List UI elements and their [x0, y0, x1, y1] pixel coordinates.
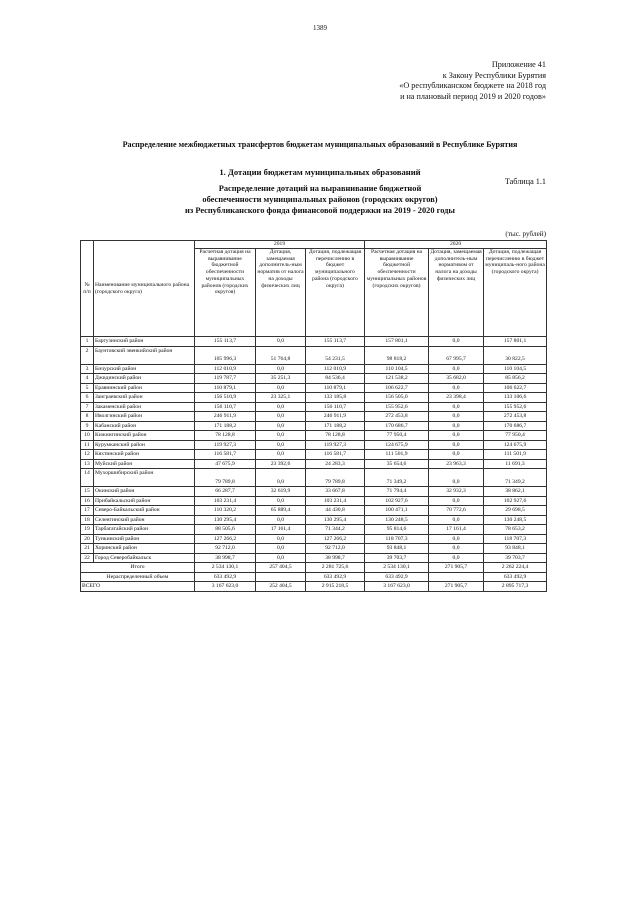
row-number: 15: [81, 487, 94, 497]
header-col-replaced-2019: Дотация, замещаемая дополнитель-ным норматив от налога на доходы физических лиц: [256, 249, 306, 337]
row-value: 171 188,2: [306, 421, 365, 431]
section-heading: 1. Дотации бюджетам муниципальных образований: [219, 167, 421, 177]
row-value: 0,0: [429, 515, 484, 525]
row-value: 127 266,2: [195, 534, 256, 544]
row-value: 130 248,5: [484, 515, 547, 525]
row-value: 100 471,1: [365, 506, 429, 516]
row-value: 155 113,7: [306, 337, 365, 347]
row-value: 84 536,4: [306, 374, 365, 384]
row-value: 0,0: [256, 469, 306, 487]
row-value: 103 231,4: [195, 496, 256, 506]
row-value: 67 995,7: [429, 346, 484, 364]
row-value: 79 789,8: [306, 469, 365, 487]
header-year-2019: 2019: [195, 241, 365, 249]
row-value: 133 106,6: [484, 393, 547, 403]
row-name: Прибайкальский район: [94, 496, 195, 506]
row-value: 170 686,7: [365, 421, 429, 431]
row-value: 0,0: [256, 364, 306, 374]
row-number: 22: [81, 553, 94, 563]
subtotal-row-value: 271 905,7: [429, 563, 484, 573]
row-value: 32 932,3: [429, 487, 484, 497]
row-value: 78 128,8: [195, 431, 256, 441]
row-value: 77 950,4: [365, 431, 429, 441]
row-value: 124 675,9: [484, 440, 547, 450]
row-name: Северо-Байкальский район: [94, 506, 195, 516]
row-value: 92 712,0: [306, 544, 365, 554]
row-value: 112 010,9: [306, 364, 365, 374]
row-value: 23 392,6: [256, 459, 306, 469]
header-num: № п/п: [81, 241, 94, 337]
row-value: 38 998,7: [195, 553, 256, 563]
table-row: [81, 459, 547, 469]
row-name: Закаменский район: [94, 402, 195, 412]
row-value: 0,0: [256, 402, 306, 412]
total-row-value: 252 404,5: [256, 582, 306, 592]
row-value: 35 654,6: [365, 459, 429, 469]
row-value: 155 952,6: [484, 402, 547, 412]
row-value: 116 581,7: [306, 450, 365, 460]
table-title-line: Распределение дотаций на выравнивание бюджетной: [218, 184, 422, 193]
row-value: 118 707,3: [365, 534, 429, 544]
row-value: 0,0: [429, 402, 484, 412]
row-number: 16: [81, 496, 94, 506]
subsidy-table: [80, 240, 547, 592]
row-value: 54 231,5: [306, 346, 365, 364]
row-value: 39 703,7: [365, 553, 429, 563]
subtotal-row-label: Итого: [81, 563, 195, 573]
appendix-header: [399, 60, 546, 102]
row-value: 70 772,6: [429, 506, 484, 516]
row-value: 171 188,2: [195, 421, 256, 431]
reserve-row: [81, 572, 547, 582]
row-value: 0,0: [429, 440, 484, 450]
row-value: 111 501,9: [365, 450, 429, 460]
row-value: 0,0: [429, 450, 484, 460]
row-number: 5: [81, 383, 94, 393]
reserve-row-label: Нераспределенный объем: [81, 572, 195, 582]
row-value: 272 453,8: [365, 412, 429, 422]
subtotal-row: [81, 563, 547, 573]
total-row: [81, 582, 547, 592]
row-number: 9: [81, 421, 94, 431]
row-value: 78 653,2: [484, 525, 547, 535]
total-row-value: 2 915 218,5: [306, 582, 365, 592]
reserve-row-value: 633 492,9: [484, 572, 547, 582]
row-value: 0,0: [256, 421, 306, 431]
row-value: 0,0: [256, 337, 306, 347]
row-value: 110 879,1: [306, 383, 365, 393]
row-value: 156 505,0: [365, 393, 429, 403]
header-col-calc-2020: Расчетная дотация на выравнивание бюджетной обеспеченности муниципальных районов (городских округов): [365, 249, 429, 337]
row-number: 2: [81, 346, 94, 364]
row-value: 103 231,4: [306, 496, 365, 506]
row-value: 35 251,3: [256, 374, 306, 384]
row-name: Мухоршибирский район: [94, 469, 195, 487]
table-row: [81, 346, 547, 364]
row-name: Баргузинский район: [94, 337, 195, 347]
row-value: 85 856,2: [484, 374, 547, 384]
row-value: 38 862,1: [484, 487, 547, 497]
row-value: 110 879,1: [195, 383, 256, 393]
row-value: 93 848,1: [365, 544, 429, 554]
row-name: Кабанский район: [94, 421, 195, 431]
row-name: Еравнинский район: [94, 383, 195, 393]
row-value: 111 501,9: [484, 450, 547, 460]
row-name: Кижингинский район: [94, 431, 195, 441]
row-number: 18: [81, 515, 94, 525]
subtotal-row-value: 2 534 130,1: [365, 563, 429, 573]
table-row: [81, 525, 547, 535]
row-value: 92 712,0: [195, 544, 256, 554]
table-row: [81, 393, 547, 403]
row-value: 133 185,8: [306, 393, 365, 403]
row-number: 17: [81, 506, 94, 516]
row-value: 0,0: [429, 496, 484, 506]
row-value: 156 510,9: [195, 393, 256, 403]
row-value: 35 682,0: [429, 374, 484, 384]
row-value: 106 622,7: [365, 383, 429, 393]
row-value: 102 927,6: [365, 496, 429, 506]
table-row: [81, 431, 547, 441]
row-value: 38 998,7: [306, 553, 365, 563]
row-value: 170 686,7: [484, 421, 547, 431]
row-name: Тарбагатайский район: [94, 525, 195, 535]
header-year-2020: 2020: [365, 241, 547, 249]
table-row: [81, 534, 547, 544]
row-value: 23 398,4: [429, 393, 484, 403]
header-col-calc-2019: Расчетная дотация на выравнивание бюджетной обеспеченности муниципальных районов (городских округов): [195, 249, 256, 337]
row-value: 157 801,1: [365, 337, 429, 347]
row-value: 24 283,3: [306, 459, 365, 469]
subtotal-row-value: 2 262 224,4: [484, 563, 547, 573]
table-row: [81, 506, 547, 516]
subtotal-row-value: 257 404,5: [256, 563, 306, 573]
row-name: Бичурский район: [94, 364, 195, 374]
row-number: 12: [81, 450, 94, 460]
row-value: 0,0: [429, 412, 484, 422]
appendix-line: Приложение 41: [491, 60, 546, 69]
row-value: 11 691,3: [484, 459, 547, 469]
row-value: 246 911,9: [195, 412, 256, 422]
row-name: Заиграевский район: [94, 393, 195, 403]
table-row: [81, 421, 547, 431]
row-value: 77 950,4: [484, 431, 547, 441]
row-value: 29 698,5: [484, 506, 547, 516]
row-value: 95 814,6: [365, 525, 429, 535]
row-value: 79 789,8: [195, 469, 256, 487]
row-value: 23 325,1: [256, 393, 306, 403]
row-value: 124 675,9: [365, 440, 429, 450]
subtotal-row-value: 2 281 725,6: [306, 563, 365, 573]
header-col-transfer-2020: Дотация, подлежащая перечислению в бюджет муниципаль-ного района (городского округа): [484, 249, 547, 337]
row-name: Иволгинский район: [94, 412, 195, 422]
row-value: 0,0: [429, 431, 484, 441]
table-number: Таблица 1.1: [504, 177, 546, 186]
row-name: Селенгинский район: [94, 515, 195, 525]
total-row-value: 3 167 623,0: [195, 582, 256, 592]
row-value: 0,0: [256, 412, 306, 422]
row-value: 23 963,3: [429, 459, 484, 469]
row-value: 39 703,7: [484, 553, 547, 563]
table-row: [81, 412, 547, 422]
row-value: 119 787,7: [195, 374, 256, 384]
row-value: 121 538,2: [365, 374, 429, 384]
row-value: 0,0: [256, 515, 306, 525]
row-value: 272 453,8: [484, 412, 547, 422]
row-value: 0,0: [256, 534, 306, 544]
row-value: 78 128,8: [306, 431, 365, 441]
row-value: 71 344,2: [306, 525, 365, 535]
row-value: 246 911,9: [306, 412, 365, 422]
row-name: Хоринский район: [94, 544, 195, 554]
row-number: 7: [81, 402, 94, 412]
row-value: 102 927,6: [484, 496, 547, 506]
header-name: Наименование муниципального района (городского округа): [94, 241, 195, 337]
row-value: 0,0: [256, 431, 306, 441]
row-number: 8: [81, 412, 94, 422]
row-name: Тункинский район: [94, 534, 195, 544]
reserve-row-value: [256, 572, 306, 582]
row-value: 0,0: [429, 383, 484, 393]
row-value: 0,0: [429, 337, 484, 347]
row-value: 32 619,9: [256, 487, 306, 497]
row-value: 0,0: [256, 383, 306, 393]
row-value: 119 927,3: [306, 440, 365, 450]
row-value: 112 010,9: [195, 364, 256, 374]
row-value: 0,0: [429, 469, 484, 487]
row-value: 0,0: [256, 553, 306, 563]
row-value: 51 764,8: [256, 346, 306, 364]
row-value: 156 110,7: [306, 402, 365, 412]
row-name: Курумканский район: [94, 440, 195, 450]
row-name: Город Северобайкальск: [94, 553, 195, 563]
row-name: Кяхтинский район: [94, 450, 195, 460]
row-value: 119 927,3: [195, 440, 256, 450]
row-value: 33 667,8: [306, 487, 365, 497]
row-number: 20: [81, 534, 94, 544]
table-title-line: обеспеченности муниципальных районов (городских округов): [202, 195, 438, 205]
row-value: 0,0: [256, 496, 306, 506]
row-number: 14: [81, 469, 94, 487]
table-row: [81, 515, 547, 525]
table-row: [81, 469, 547, 487]
row-value: 155 952,6: [365, 402, 429, 412]
table-row: [81, 364, 547, 374]
row-value: 0,0: [256, 544, 306, 554]
header-col-transfer-2019: Дотация, подлежащая перечислению в бюджет муниципального района (городского округа): [306, 249, 365, 337]
row-number: 13: [81, 459, 94, 469]
row-value: 93 848,1: [484, 544, 547, 554]
reserve-row-value: 633 492,9: [195, 572, 256, 582]
appendix-line: «О республиканском бюджете на 2018 год: [399, 81, 546, 91]
row-value: 0,0: [429, 421, 484, 431]
units-label: (тыс. рублей): [505, 230, 546, 238]
row-number: 4: [81, 374, 94, 384]
table-row: [81, 337, 547, 347]
table-title: [80, 183, 560, 217]
table-title-line: из Республиканского фонда финансовой поддержки на 2019 - 2020 годы: [185, 206, 455, 216]
row-value: 110 104,5: [484, 364, 547, 374]
table-row: [81, 440, 547, 450]
total-row-value: 3 167 623,0: [365, 582, 429, 592]
row-value: 0,0: [429, 364, 484, 374]
row-number: 19: [81, 525, 94, 535]
table-row: [81, 487, 547, 497]
row-value: 17 161,4: [429, 525, 484, 535]
row-value: 71 349,2: [484, 469, 547, 487]
row-value: 71 349,2: [365, 469, 429, 487]
row-value: 0,0: [429, 534, 484, 544]
row-value: 44 430,8: [306, 506, 365, 516]
row-value: 0,0: [256, 450, 306, 460]
table-row: [81, 544, 547, 554]
row-value: 118 707,3: [484, 534, 547, 544]
reserve-row-value: 633 492,9: [365, 572, 429, 582]
subtotal-row-value: 2 534 130,1: [195, 563, 256, 573]
row-value: 130 248,5: [365, 515, 429, 525]
document-title: Распределение межбюджетных трансфертов бюджетам муниципальных образований в Республике Бурятия: [122, 140, 518, 149]
row-value: 0,0: [429, 553, 484, 563]
row-number: 21: [81, 544, 94, 554]
row-value: 110 320,2: [195, 506, 256, 516]
header-col-replaced-2020: Дотация, замещаемая дополнитель-ным нормативом от налога на доходы физических лиц: [429, 249, 484, 337]
table-row: [81, 374, 547, 384]
total-row-value: 271 905,7: [429, 582, 484, 592]
row-value: 130 295,4: [306, 515, 365, 525]
row-number: 1: [81, 337, 94, 347]
row-value: 65 889,4: [256, 506, 306, 516]
table-row: [81, 553, 547, 563]
row-name: Баунтовский эвенкийский район: [94, 346, 195, 364]
row-value: 127 266,2: [306, 534, 365, 544]
row-value: 156 110,7: [195, 402, 256, 412]
row-value: 157 801,1: [484, 337, 547, 347]
row-value: 105 996,3: [195, 346, 256, 364]
table-row: [81, 450, 547, 460]
row-name: Муйский район: [94, 459, 195, 469]
row-number: 6: [81, 393, 94, 403]
table-row: [81, 383, 547, 393]
row-value: 155 113,7: [195, 337, 256, 347]
row-value: 0,0: [256, 440, 306, 450]
row-value: 47 675,9: [195, 459, 256, 469]
total-row-value: 2 895 717,3: [484, 582, 547, 592]
row-value: 98 818,2: [365, 346, 429, 364]
row-value: 17 161,4: [256, 525, 306, 535]
row-number: 3: [81, 364, 94, 374]
reserve-row-value: [429, 572, 484, 582]
page-number: 1389: [313, 24, 327, 32]
row-value: 66 287,7: [195, 487, 256, 497]
row-value: 0,0: [429, 544, 484, 554]
table-row: [81, 402, 547, 412]
total-row-label: ВСЕГО: [81, 582, 195, 592]
row-number: 10: [81, 431, 94, 441]
row-value: 30 822,5: [484, 346, 547, 364]
row-value: 116 581,7: [195, 450, 256, 460]
row-number: 11: [81, 440, 94, 450]
row-value: 130 295,4: [195, 515, 256, 525]
appendix-line: к Закону Республики Бурятия: [442, 70, 546, 80]
reserve-row-value: 633 492,9: [306, 572, 365, 582]
row-name: Джидинский район: [94, 374, 195, 384]
row-name: Окинский район: [94, 487, 195, 497]
row-value: 71 794,4: [365, 487, 429, 497]
appendix-line: и на плановый период 2019 и 2020 годов»: [400, 91, 546, 101]
table-row: [81, 496, 547, 506]
row-value: 110 104,5: [365, 364, 429, 374]
row-value: 106 622,7: [484, 383, 547, 393]
row-value: 88 505,6: [195, 525, 256, 535]
